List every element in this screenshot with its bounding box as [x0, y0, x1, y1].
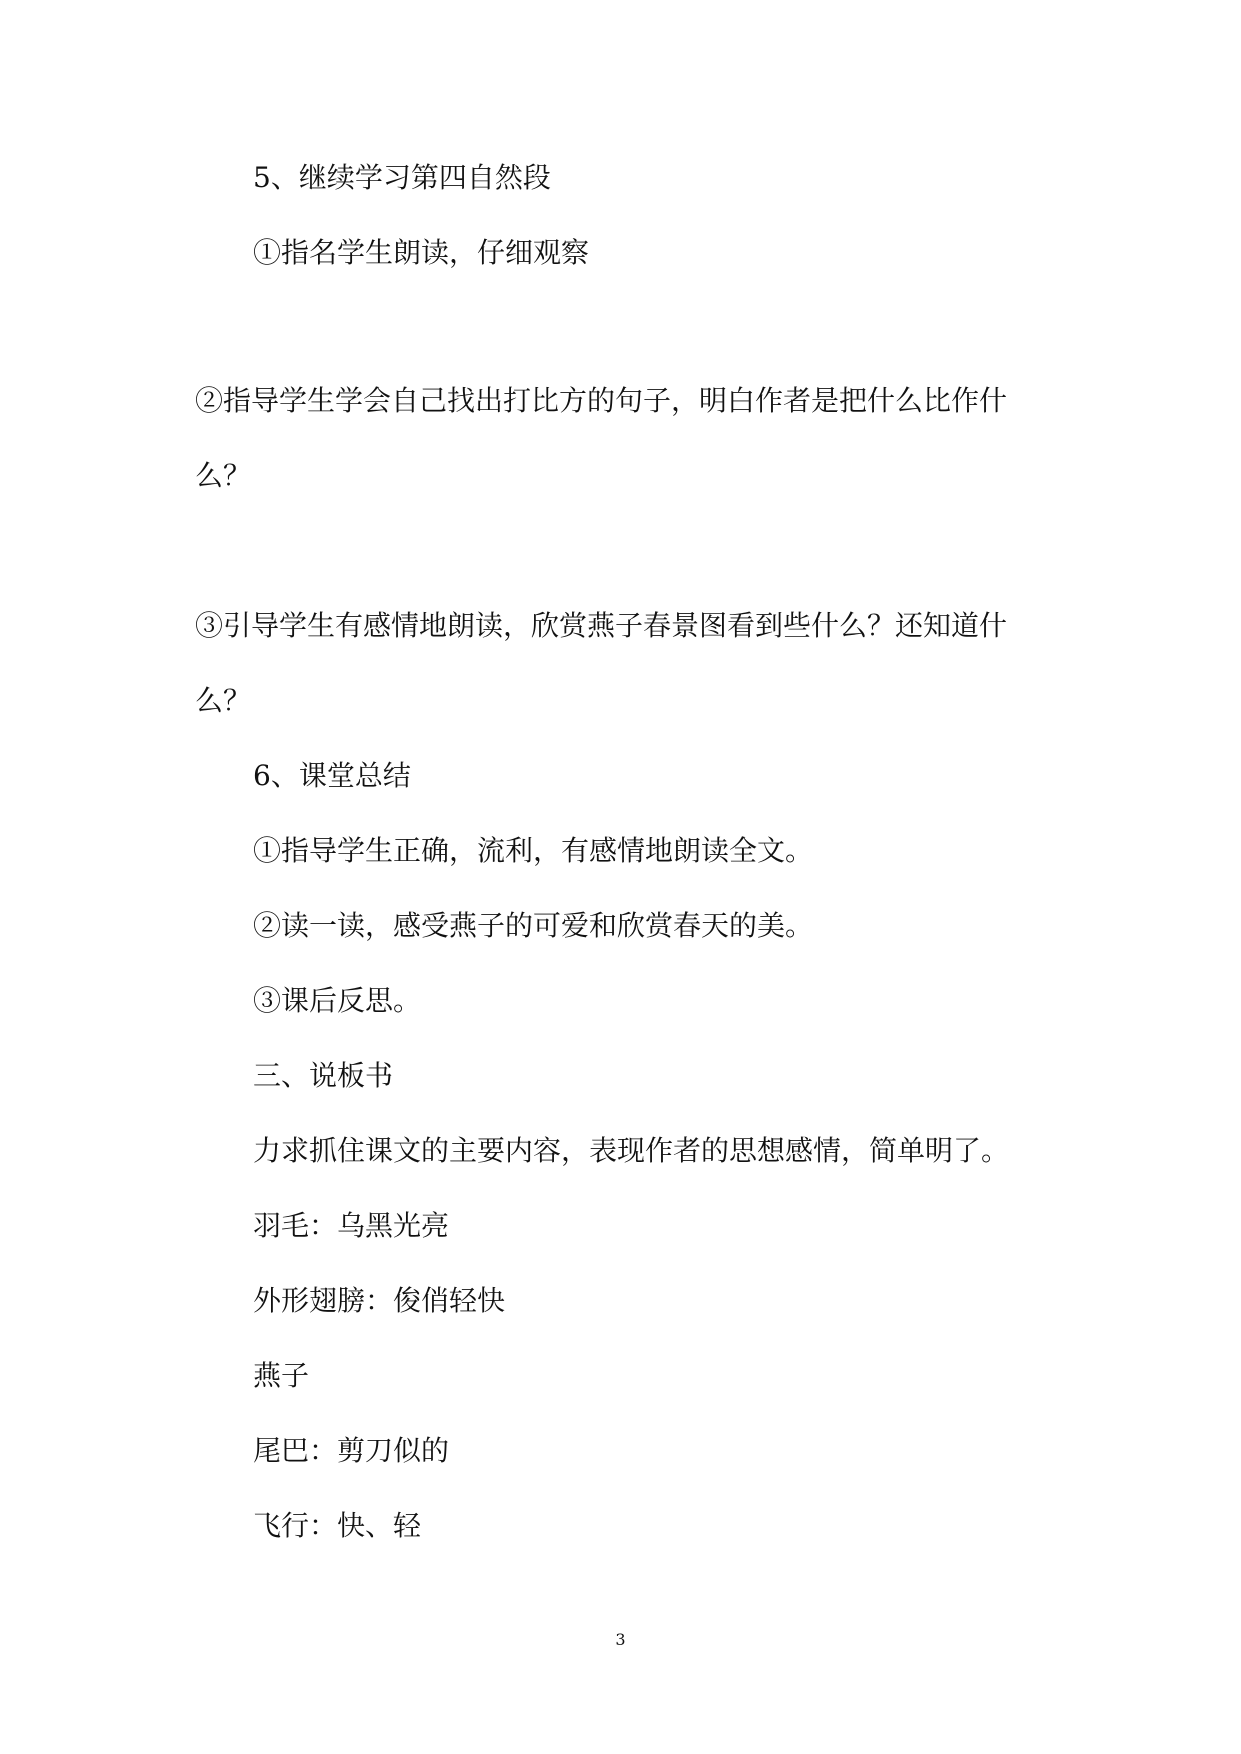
section-3-heading: 三、说板书: [253, 1059, 394, 1092]
step-6-heading: 6、课堂总结: [253, 759, 411, 792]
step-6-item-3: ③课后反思。: [253, 984, 422, 1017]
step-6-item-2: ②读一读，感受燕子的可爱和欣赏春天的美。: [253, 909, 814, 942]
board-item-flight: 飞行：快、轻: [253, 1509, 422, 1542]
page-number: 3: [615, 1630, 626, 1649]
step-5-item-2-continued: 么？: [195, 459, 252, 492]
step-5-item-2: ②指导学生学会自己找出打比方的句子，明白作者是把什么比作什: [195, 384, 1008, 417]
board-writing-description: 力求抓住课文的主要内容，表现作者的思想感情，简单明了。: [253, 1134, 1010, 1167]
step-6-item-1: ①指导学生正确，流利，有感情地朗读全文。: [253, 834, 814, 867]
board-item-swallow: 燕子: [253, 1359, 310, 1392]
board-item-wings: 外形翅膀：俊俏轻快: [253, 1284, 506, 1317]
board-item-tail: 尾巴：剪刀似的: [253, 1434, 450, 1467]
step-5-item-1: ①指名学生朗读，仔细观察: [253, 236, 590, 269]
step-5-item-3: ③引导学生有感情地朗读，欣赏燕子春景图看到些什么？还知道什: [195, 609, 1008, 642]
step-5-heading: 5、继续学习第四自然段: [253, 161, 551, 194]
step-5-item-3-continued: 么？: [195, 684, 252, 717]
board-item-feathers: 羽毛：乌黑光亮: [253, 1209, 450, 1242]
